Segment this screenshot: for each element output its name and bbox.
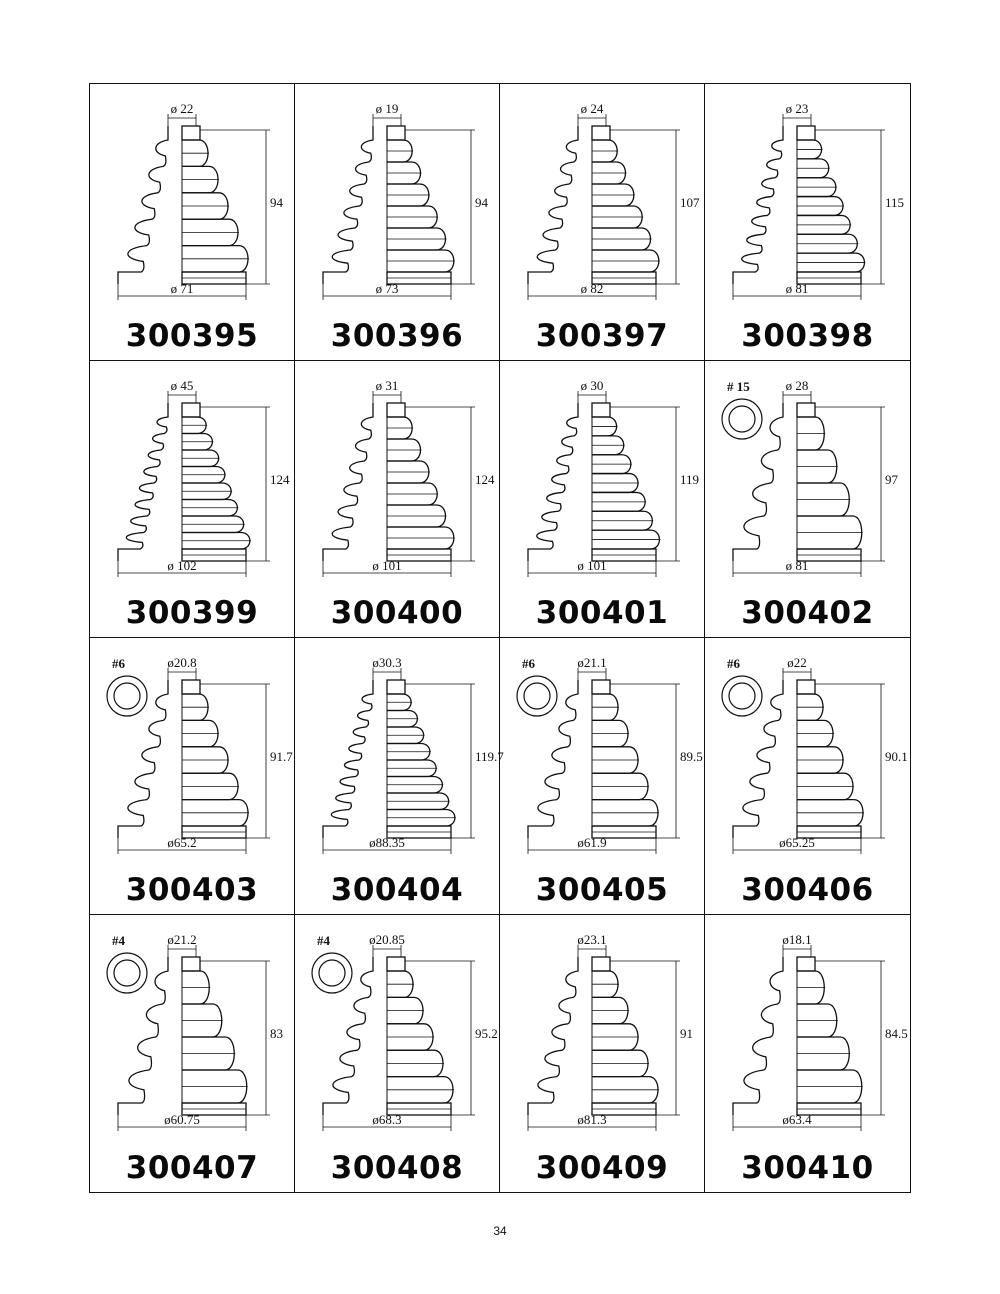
- top-diameter-label: ø 23: [785, 101, 809, 116]
- part-cell: [295, 361, 500, 638]
- spline-count-label: #4: [317, 933, 330, 948]
- part-number: 300398: [741, 318, 874, 354]
- part-cell: [295, 915, 500, 1192]
- part-number: 300397: [535, 318, 669, 354]
- part-number: 300400: [330, 595, 464, 631]
- bottom-diameter-label: ø 81: [785, 281, 809, 296]
- bottom-diameter-label: ø61.9: [577, 835, 607, 850]
- boot-profile-left: [733, 680, 783, 838]
- top-diameter-label: ø 31: [375, 378, 399, 393]
- boot-profile-right: [797, 680, 864, 838]
- boot-profile-right: [592, 126, 660, 284]
- part-cell: [500, 84, 705, 361]
- height-label: 107: [680, 195, 700, 210]
- boot-profile-right: [182, 957, 248, 1115]
- part-cell: [90, 361, 295, 638]
- bottom-diameter-label: ø 81: [785, 558, 809, 573]
- boot-profile-left: [528, 957, 578, 1115]
- boot-profile-left: [733, 403, 783, 561]
- part-cell: [90, 84, 295, 361]
- top-diameter-label: ø23.1: [577, 932, 607, 947]
- top-diameter-label: ø 30: [580, 378, 604, 393]
- part-cell: [705, 361, 910, 638]
- spline-count-label: #6: [522, 656, 535, 671]
- height-label: 91: [680, 1026, 693, 1041]
- part-cell: [500, 915, 705, 1192]
- part-number: 300409: [535, 1150, 669, 1186]
- height-label: 90.1: [885, 749, 908, 764]
- page-number: 34: [493, 1224, 507, 1238]
- boot-profile-right: [182, 126, 249, 284]
- spline-count-label: # 15: [727, 379, 750, 394]
- boot-profile-left: [528, 403, 578, 561]
- boot-drawing: [500, 915, 705, 1137]
- part-cell: [295, 638, 504, 915]
- boot-drawing: [705, 84, 910, 306]
- boot-drawing: [705, 915, 910, 1137]
- part-number: 300395: [125, 318, 259, 354]
- height-label: 89.5: [680, 749, 703, 764]
- top-diameter-label: ø21.2: [167, 932, 197, 947]
- spline-profile-icon: [107, 953, 147, 993]
- part-number: 300403: [125, 872, 259, 908]
- part-cell: [90, 638, 295, 915]
- bottom-diameter-label: ø 102: [167, 558, 197, 573]
- boot-profile-right: [592, 403, 660, 561]
- height-label: 115: [885, 195, 905, 210]
- spline-profile-icon: [517, 676, 557, 716]
- part-number: 300399: [125, 595, 259, 631]
- height-label: 94: [270, 195, 283, 210]
- bottom-diameter-label: ø 71: [170, 281, 194, 296]
- boot-profile-left: [118, 680, 168, 838]
- boot-drawing: [90, 638, 295, 860]
- height-label: 119.7: [475, 749, 504, 764]
- spline-count-label: #6: [727, 656, 740, 671]
- boot-profile-left: [528, 680, 578, 838]
- boot-profile-left: [118, 126, 168, 284]
- top-diameter-label: ø22: [787, 655, 807, 670]
- boot-drawing: [500, 638, 705, 860]
- boot-drawing: [705, 361, 910, 583]
- boot-profile-right: [592, 957, 659, 1115]
- height-label: 97: [885, 472, 898, 487]
- bottom-diameter-label: ø 101: [577, 558, 607, 573]
- boot-drawing: [295, 84, 500, 306]
- part-number: 300407: [125, 1150, 259, 1186]
- boot-profile-right: [182, 680, 249, 838]
- bottom-diameter-label: ø65.2: [167, 835, 197, 850]
- top-diameter-label: ø18.1: [782, 932, 812, 947]
- bottom-diameter-label: ø81.3: [577, 1112, 607, 1127]
- spline-profile-icon: [722, 676, 762, 716]
- boot-profile-left: [733, 126, 783, 284]
- bottom-diameter-label: ø68.3: [372, 1112, 402, 1127]
- boot-drawing: [90, 84, 295, 306]
- top-diameter-label: ø 24: [580, 101, 604, 116]
- top-diameter-label: ø 28: [785, 378, 809, 393]
- part-number: 300402: [741, 595, 874, 631]
- boot-profile-right: [797, 957, 863, 1115]
- bottom-diameter-label: ø60.75: [164, 1112, 200, 1127]
- boot-profile-right: [182, 403, 251, 561]
- spline-count-label: #6: [112, 656, 125, 671]
- top-diameter-label: ø21.1: [577, 655, 607, 670]
- height-label: 94: [475, 195, 488, 210]
- height-label: 119: [680, 472, 700, 487]
- height-label: 124: [475, 472, 495, 487]
- boot-drawing: [500, 361, 705, 583]
- part-number: 300396: [330, 318, 464, 354]
- bottom-diameter-label: ø 73: [375, 281, 399, 296]
- part-number: 300401: [535, 595, 669, 631]
- part-number: 300404: [330, 872, 464, 908]
- part-number: 300405: [535, 872, 669, 908]
- bottom-diameter-label: ø88.35: [369, 835, 405, 850]
- boot-drawing: [705, 638, 910, 860]
- boot-profile-left: [118, 957, 168, 1115]
- part-cell: [705, 915, 910, 1192]
- boot-profile-right: [797, 403, 863, 561]
- boot-profile-right: [797, 126, 865, 284]
- height-label: 84.5: [885, 1026, 908, 1041]
- part-cell: [90, 915, 295, 1192]
- part-cell: [705, 84, 910, 361]
- boot-profile-right: [387, 126, 455, 284]
- part-number: 300410: [741, 1150, 874, 1186]
- boot-profile-left: [323, 680, 373, 838]
- spline-count-label: #4: [112, 933, 125, 948]
- boot-profile-left: [528, 126, 578, 284]
- spline-profile-icon: [312, 953, 352, 993]
- boot-profile-left: [118, 403, 168, 561]
- boot-profile-left: [733, 957, 783, 1115]
- top-diameter-label: ø20.85: [369, 932, 405, 947]
- height-label: 91.7: [270, 749, 293, 764]
- bottom-diameter-label: ø63.4: [782, 1112, 812, 1127]
- boot-profile-right: [387, 680, 456, 838]
- spline-profile-icon: [722, 399, 762, 439]
- boot-drawing: [295, 915, 500, 1137]
- boot-profile-left: [323, 957, 373, 1115]
- part-cell: [500, 361, 705, 638]
- part-cell: [295, 84, 500, 361]
- boot-drawing: [90, 361, 295, 583]
- bottom-diameter-label: ø 82: [580, 281, 604, 296]
- parts-grid: [89, 83, 911, 1193]
- boot-profile-right: [592, 680, 659, 838]
- boot-profile-left: [323, 403, 373, 561]
- top-diameter-label: ø 22: [170, 101, 194, 116]
- height-label: 95.2: [475, 1026, 498, 1041]
- top-diameter-label: ø30.3: [372, 655, 402, 670]
- height-label: 124: [270, 472, 290, 487]
- boot-drawing: [90, 915, 295, 1137]
- boot-profile-right: [387, 403, 455, 561]
- part-number: 300406: [741, 872, 874, 908]
- part-cell: [705, 638, 910, 915]
- part-cell: [500, 638, 705, 915]
- boot-profile-left: [323, 126, 373, 284]
- boot-drawing: [500, 84, 705, 306]
- bottom-diameter-label: ø 101: [372, 558, 402, 573]
- top-diameter-label: ø20.8: [167, 655, 197, 670]
- part-number: 300408: [330, 1150, 464, 1186]
- spline-profile-icon: [107, 676, 147, 716]
- boot-profile-right: [387, 957, 454, 1115]
- bottom-diameter-label: ø65.25: [779, 835, 815, 850]
- top-diameter-label: ø 19: [375, 101, 399, 116]
- top-diameter-label: ø 45: [170, 378, 194, 393]
- boot-drawing: [295, 361, 500, 583]
- height-label: 83: [270, 1026, 283, 1041]
- boot-drawing: [295, 638, 504, 860]
